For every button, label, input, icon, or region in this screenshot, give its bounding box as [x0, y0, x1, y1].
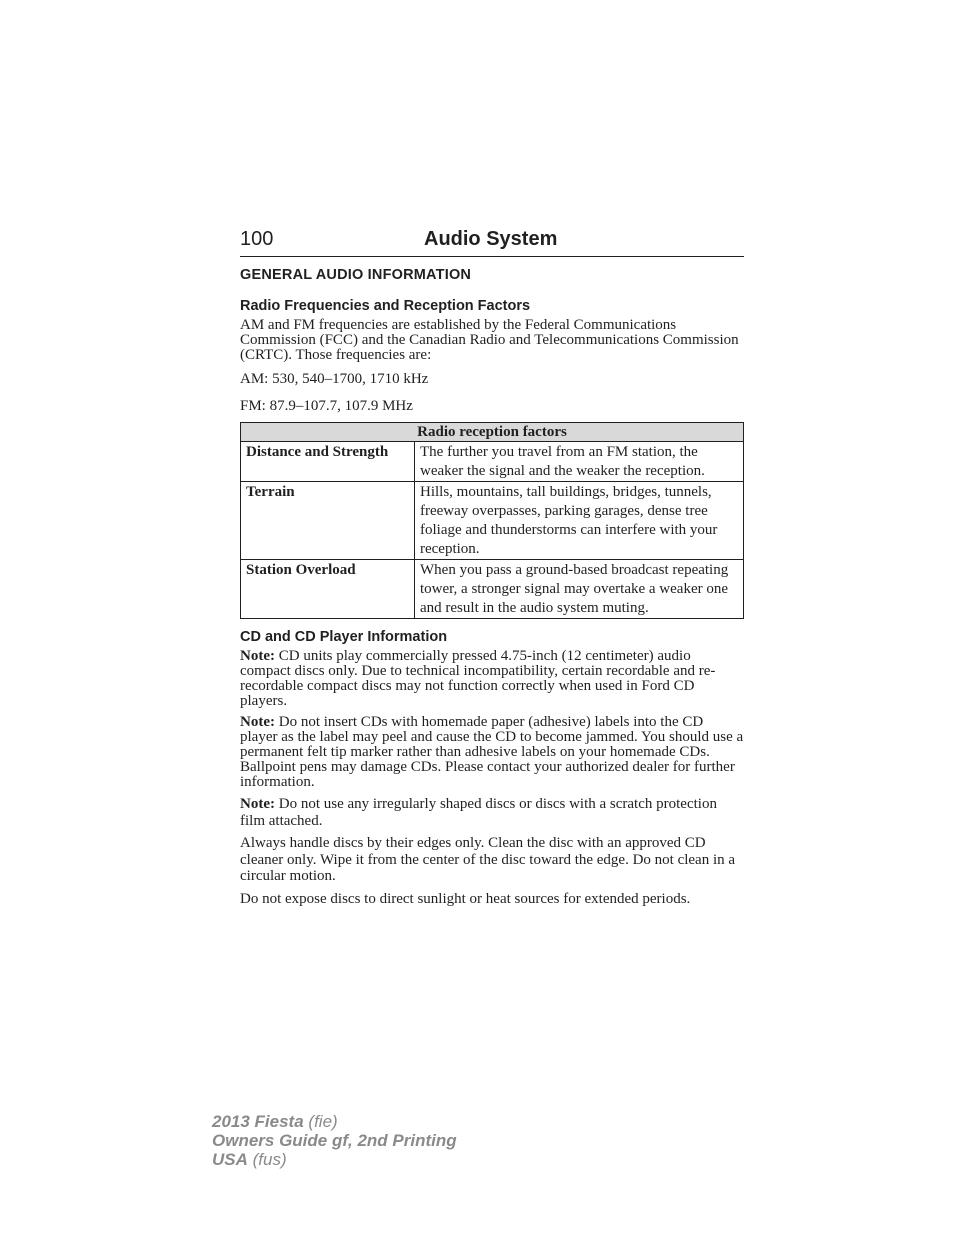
page-number: 100: [240, 228, 274, 250]
row-label: Distance and Strength: [241, 442, 415, 482]
radio-heading: Radio Frequencies and Reception Factors: [240, 298, 531, 314]
footer-model-code: (fie): [303, 1112, 338, 1131]
table-row: [241, 482, 744, 560]
row-text: Hills, mountains, tall buildings, bridges, tunnels, freeway overpasses, parking garages, dense tree foliage and thunderstorms can interfere with your reception.: [415, 482, 744, 560]
cd-sunlight-paragraph: Do not expose discs to direct sunlight or heat sources for extended periods.: [240, 890, 691, 907]
cd-handling-paragraph: Always handle discs by their edges only. Clean the disc with an approved CD cleaner only. Wipe it from the center of the disc toward the edge. Do not clean in a circular motion.: [240, 835, 736, 885]
row-text: When you pass a ground-based broadcast repeating tower, a stronger signal may overtake a weaker one and result in the audio system muting.: [415, 560, 744, 619]
footer-market: USA: [212, 1150, 248, 1169]
cd-note-3: [240, 796, 744, 829]
footer-model: 2013 Fiesta: [212, 1112, 304, 1131]
note-text: Do not insert CDs with homemade paper (adhesive) labels into the CD player as the label may peel and cause the CD to become jammed. You should use a permanent felt tip marker rather than adhesive labels on your homemade CDs. Ballpoint pens may damage CDs. Please contact your authorized dealer for further information.: [240, 714, 744, 791]
page-content: [240, 228, 744, 913]
footer-line-2: Owners Guide gf, 2nd Printing: [212, 1131, 457, 1150]
row-label: Terrain: [241, 482, 415, 560]
table-row: [241, 442, 744, 482]
radio-intro-paragraph: AM and FM frequencies are established by the Federal Communications Commission (FCC) and the Canadian Radio and Telecommunications Commission (CRTC). Those frequencies are:: [240, 317, 739, 363]
page-title: Audio System: [424, 228, 558, 250]
page-header: [240, 228, 744, 257]
note-text: Do not use any irregularly shaped discs or discs with a scratch protection film attached.: [240, 796, 717, 829]
cd-note-2: [240, 715, 744, 790]
table-header: Radio reception factors: [241, 423, 744, 442]
cd-note-1: [240, 649, 744, 709]
footer-market-code: (fus): [247, 1150, 287, 1169]
footer-line-3: [212, 1150, 457, 1169]
section-title: GENERAL AUDIO INFORMATION: [240, 267, 472, 283]
footer-line-1: [212, 1112, 457, 1131]
cd-heading: CD and CD Player Information: [240, 629, 448, 646]
page-footer: [212, 1112, 457, 1169]
note-label: Note:: [240, 714, 275, 731]
row-label: Station Overload: [241, 560, 415, 619]
table-row: [241, 560, 744, 619]
am-frequencies: AM: 530, 540–1700, 1710 kHz: [240, 371, 429, 387]
note-text: CD units play commercially pressed 4.75-inch (12 centimeter) audio compact discs only. Due to technical incompatibility, certain recordable and re-recordable compact discs may not function correctly when used in Ford CD players.: [240, 648, 716, 710]
row-text: The further you travel from an FM station, the weaker the signal and the weaker the reception.: [415, 442, 744, 482]
note-label: Note:: [240, 796, 275, 813]
reception-factors-table: [240, 422, 744, 619]
note-label: Note:: [240, 648, 275, 665]
fm-frequencies: FM: 87.9–107.7, 107.9 MHz: [240, 398, 413, 414]
table-header-row: [241, 423, 744, 442]
